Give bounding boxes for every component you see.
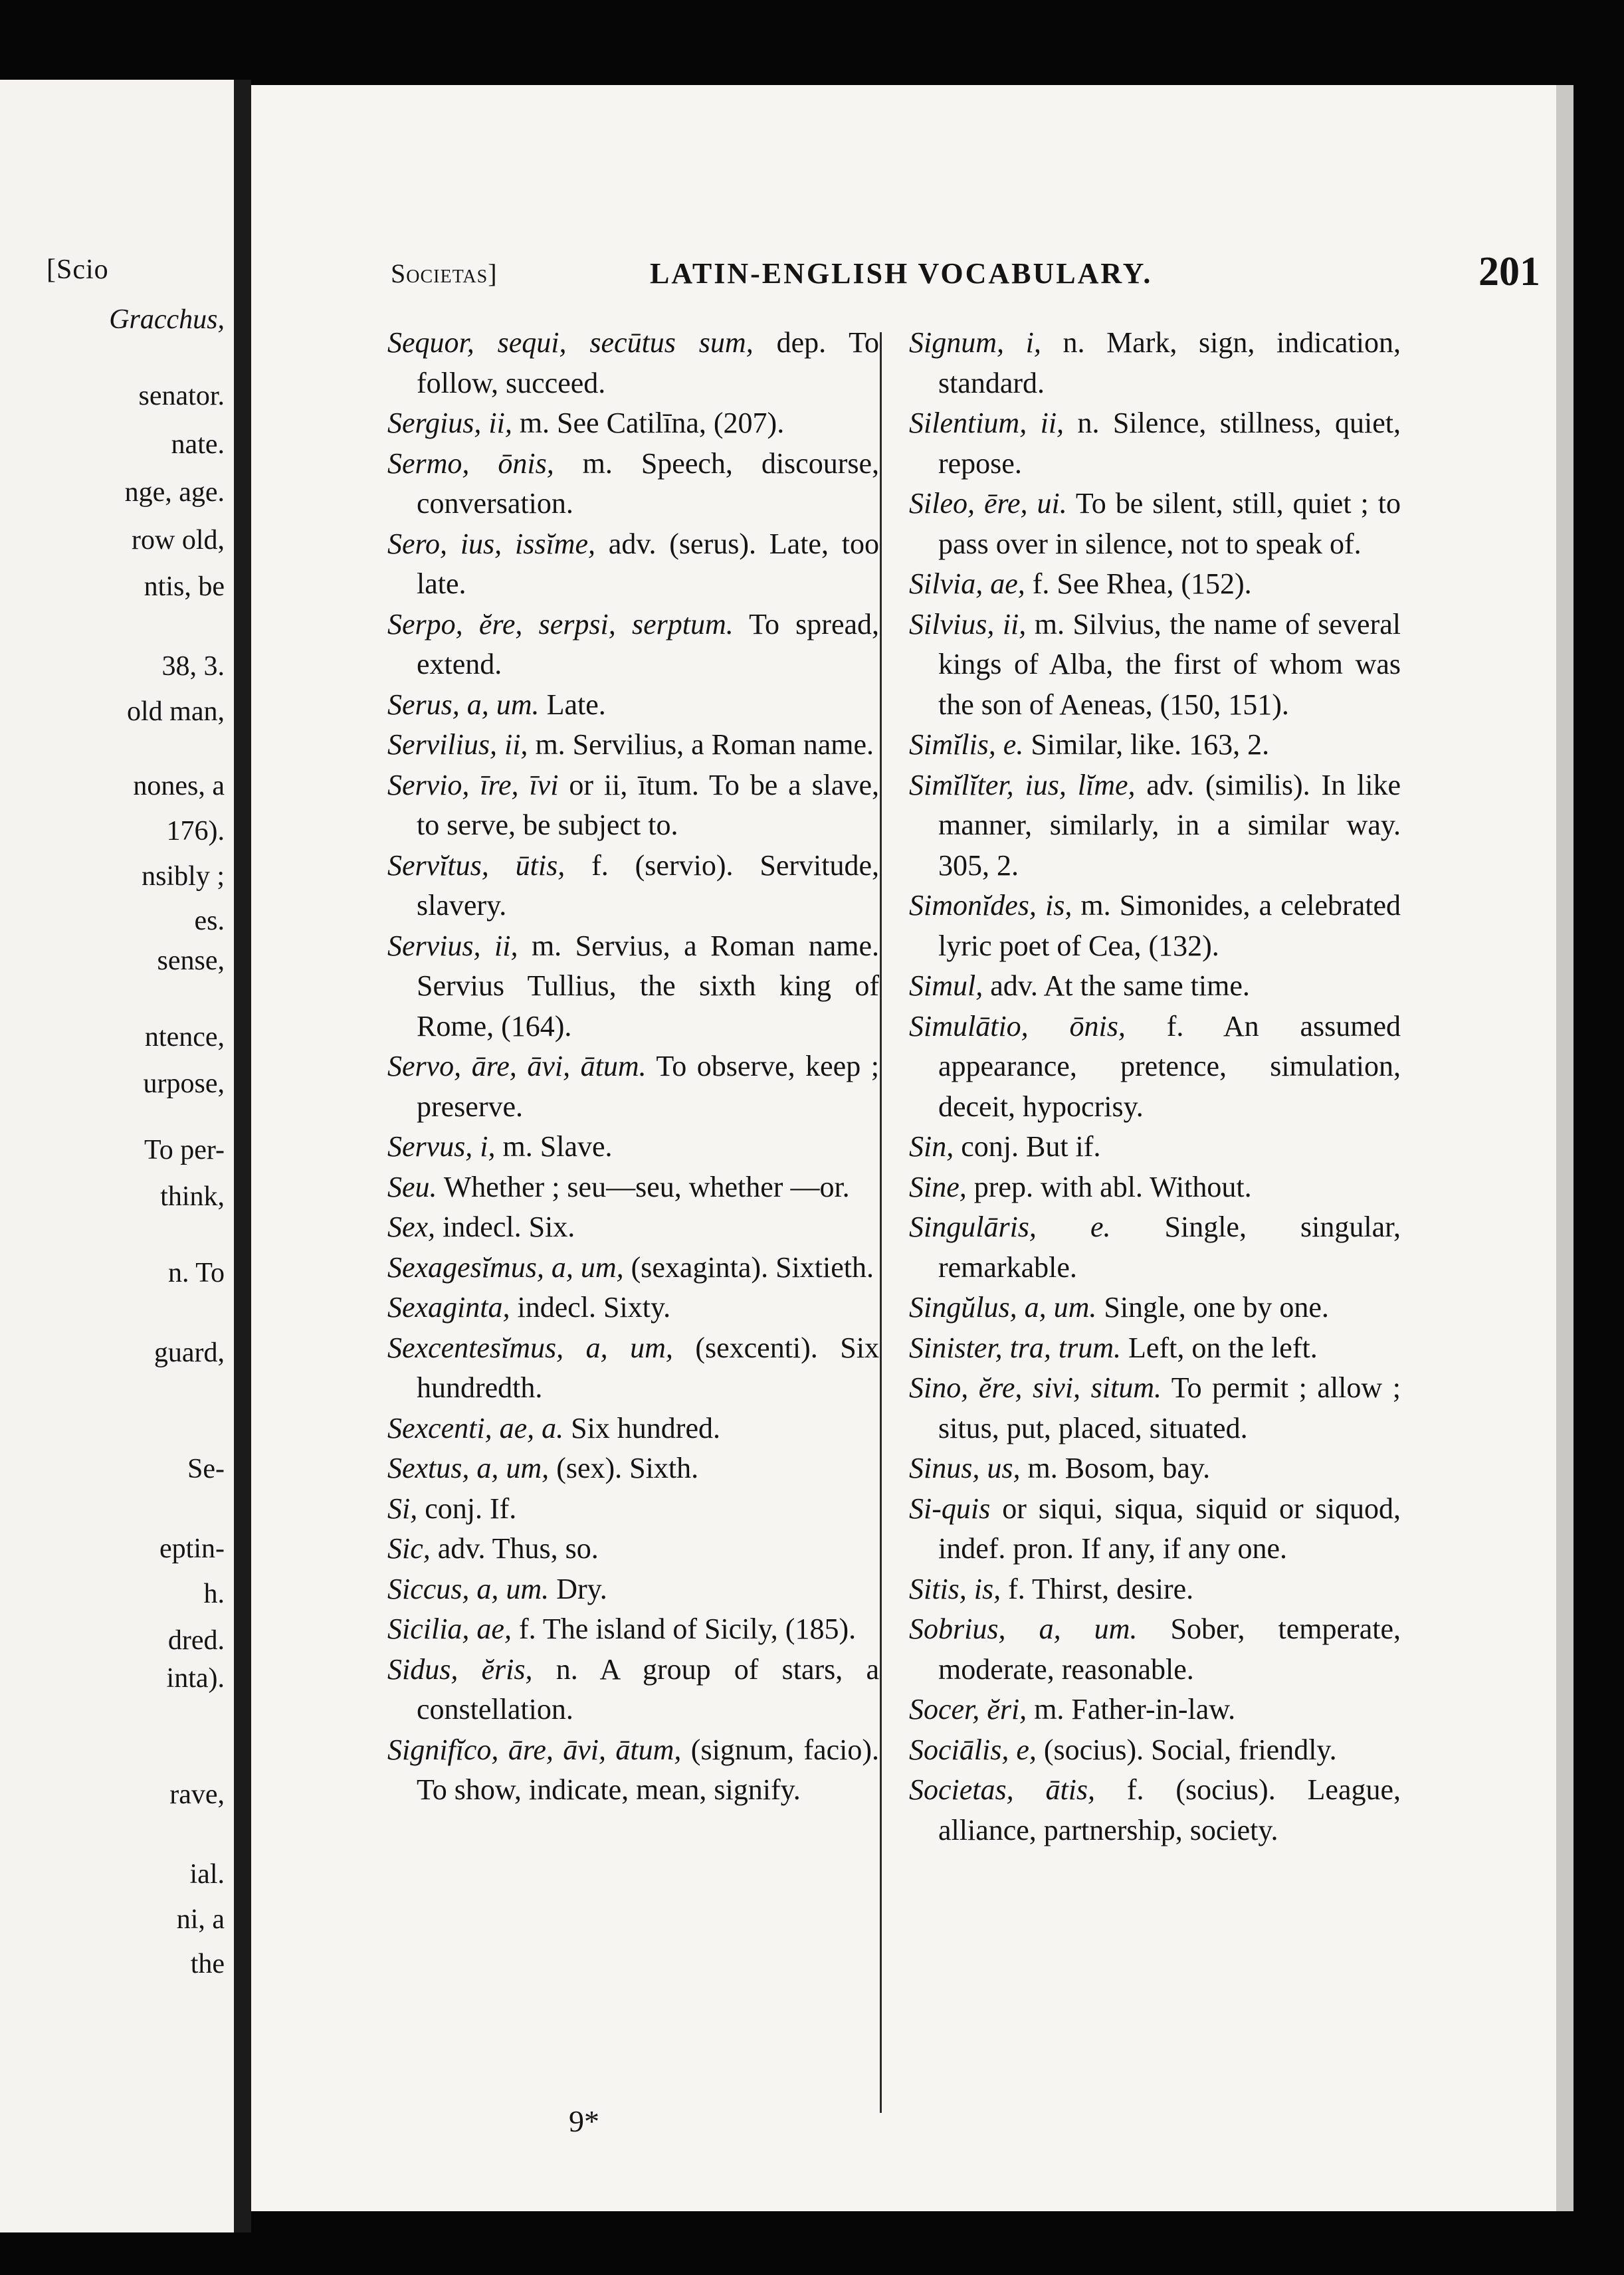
previous-page-fragment: nate. <box>171 429 225 460</box>
entry-definition: Left, on the left. <box>1121 1331 1318 1364</box>
entry-definition: dep. To follow, succeed. <box>417 326 879 399</box>
previous-page-fragment: senator. <box>138 381 225 411</box>
entry-headword: Simĭlĭter, ius, lĭme, <box>909 768 1136 801</box>
entry-headword: Serpo, ĕre, serpsi, serptum. <box>387 607 734 641</box>
previous-page-fragment: Gracchus, <box>109 304 225 335</box>
previous-page-fragment: ial. <box>189 1859 225 1890</box>
entry-definition: Late. <box>539 688 606 721</box>
dictionary-entry <box>909 403 1401 484</box>
entry-headword: Simul, <box>909 969 983 1002</box>
dictionary-entry <box>909 1609 1401 1690</box>
entry-headword: Sine, <box>909 1170 967 1203</box>
entry-headword: Sexcentesĭmus, a, um, <box>387 1331 673 1364</box>
entry-definition: prep. with abl. Without. <box>966 1170 1252 1203</box>
entry-definition: Six hundred. <box>563 1411 720 1444</box>
dictionary-entry <box>387 1609 879 1650</box>
previous-page-fragment: nge, age. <box>124 477 225 508</box>
entry-headword: Sero, ius, issĭme, <box>387 527 595 560</box>
header-title: LATIN-ENGLISH VOCABULARY. <box>650 257 1153 290</box>
dictionary-entry <box>909 1489 1401 1569</box>
dictionary-entry <box>387 1127 879 1167</box>
entry-definition: conj. If. <box>417 1492 517 1525</box>
entry-definition: To spread, extend. <box>417 607 879 680</box>
entry-headword: Servius, ii, <box>387 929 518 962</box>
dictionary-entry <box>387 444 879 524</box>
entry-headword: Silvia, ae, <box>909 567 1025 600</box>
header-guide-word: Societas] <box>391 258 498 288</box>
entry-definition: adv. Thus, so. <box>430 1532 599 1565</box>
previous-page-fragment: h. <box>203 1579 225 1609</box>
entry-definition: m. Father-in-law. <box>1027 1693 1236 1726</box>
entry-definition: m. Servilius, a Roman name. <box>528 728 874 761</box>
entry-headword: Sextus, a, um, <box>387 1452 550 1484</box>
entry-definition: indecl. Sixty. <box>510 1291 671 1324</box>
entry-headword: Sociālis, e, <box>909 1733 1037 1766</box>
running-header <box>391 248 1540 302</box>
page-gutter <box>234 80 251 2232</box>
dictionary-entry <box>387 765 879 846</box>
entry-headword: Sinister, tra, trum. <box>909 1331 1122 1364</box>
dictionary-entry <box>909 1569 1401 1610</box>
entry-definition: To observe, keep ; preserve. <box>417 1050 879 1123</box>
entry-headword: Socer, ĕri, <box>909 1693 1027 1726</box>
entry-definition: (socius). Social, friendly. <box>1036 1733 1337 1766</box>
dictionary-entry <box>387 1207 879 1248</box>
entry-definition: (signum, facio). To show, indicate, mean, signify. <box>417 1733 880 1806</box>
previous-page-fragment: To per- <box>144 1135 225 1165</box>
entry-definition: conj. But if. <box>954 1130 1101 1163</box>
dictionary-entry <box>387 1448 879 1489</box>
entry-headword: Simĭlis, e. <box>909 728 1024 761</box>
entry-headword: Serus, a, um. <box>387 688 540 721</box>
page-edge <box>1556 85 1573 2211</box>
entry-definition: or ii, ītum. To be a slave, to serve, be subject to. <box>417 768 879 841</box>
entry-headword: Simulātio, ōnis, <box>909 1009 1126 1042</box>
entry-definition: m. Speech, discourse, conversation. <box>417 446 879 520</box>
entry-definition: Similar, like. 163, 2. <box>1023 728 1270 761</box>
dictionary-entry <box>909 1328 1401 1369</box>
entry-headword: Sexagesĭmus, a, um, <box>387 1250 624 1284</box>
previous-page <box>0 80 234 2232</box>
previous-page-fragment: es. <box>194 906 225 936</box>
right-column <box>909 323 1401 1850</box>
entry-definition: or siqui, siqua, siquid or siquod, indef. pron. If any, if any one. <box>938 1492 1401 1565</box>
dictionary-entry <box>387 1328 879 1409</box>
previous-page-fragment: 176). <box>166 816 225 846</box>
entry-headword: Sermo, ōnis, <box>387 446 554 480</box>
entry-definition: adv. At the same time. <box>983 969 1250 1002</box>
entry-definition: (sexcenti). Six hundredth. <box>417 1331 879 1404</box>
dictionary-entry <box>387 1409 879 1449</box>
entry-definition: adv. (similis). In like manner, similarly, in a similar way. 305, 2. <box>938 768 1401 882</box>
entry-definition: f. See Rhea, (152). <box>1025 567 1252 600</box>
previous-page-fragment: Se- <box>187 1454 225 1484</box>
entry-headword: Sileo, ēre, ui. <box>909 487 1067 520</box>
entry-headword: Servilius, ii, <box>387 728 528 761</box>
entry-definition: Whether ; seu—seu, whether —or. <box>437 1170 850 1203</box>
entry-definition: f. (servio). Servitude, slavery. <box>417 848 879 922</box>
entry-definition: To be silent, still, quiet ; to pass over in silence, not to speak of. <box>938 487 1401 560</box>
left-column <box>387 323 879 1811</box>
entry-headword: Silentium, ii, <box>909 407 1065 439</box>
previous-page-fragment: eptin- <box>159 1533 225 1564</box>
entry-definition: f. An assumed appearance, pretence, simulation, deceit, hypocrisy. <box>938 1009 1401 1123</box>
entry-headword: Sex, <box>387 1211 436 1243</box>
entry-headword: Sobrius, a, um. <box>909 1613 1138 1645</box>
dictionary-entry <box>909 605 1401 726</box>
entry-definition: f. The island of Sicily, (185). <box>511 1613 857 1645</box>
entry-definition: adv. (serus). Late, too late. <box>417 527 879 600</box>
entry-headword: Servio, īre, īvi <box>387 768 559 801</box>
entry-definition: f. (socius). League, alliance, partnership, society. <box>938 1773 1401 1846</box>
entry-definition: (sexaginta). Sixtieth. <box>623 1250 874 1284</box>
previous-page-fragment: ntence, <box>144 1022 225 1052</box>
entry-headword: Sino, ĕre, sivi, situm. <box>909 1371 1162 1404</box>
entry-headword: Servo, āre, āvi, ātum. <box>387 1050 647 1082</box>
entry-definition: (sex). Sixth. <box>549 1452 699 1484</box>
previous-page-fragment: inta). <box>166 1663 225 1694</box>
entry-definition: f. Thirst, desire. <box>1001 1572 1194 1605</box>
dictionary-entry <box>909 1288 1401 1328</box>
entry-headword: Sexcenti, ae, a. <box>387 1411 564 1444</box>
entry-headword: Singŭlus, a, um. <box>909 1291 1097 1324</box>
column-rule <box>880 332 882 2113</box>
previous-page-fragment: dred. <box>167 1625 225 1656</box>
dictionary-entry <box>387 1569 879 1610</box>
dictionary-entry <box>909 886 1401 966</box>
dictionary-entry <box>387 1167 879 1208</box>
dictionary-entry <box>387 1529 879 1569</box>
entry-definition: m. Bosom, bay. <box>1020 1452 1211 1484</box>
entry-definition: m. Silvius, the name of several kings of Alba, the first of whom was the son of Aeneas, (150, 151). <box>938 607 1401 721</box>
entry-headword: Sequor, sequi, secūtus sum, <box>387 326 754 359</box>
dictionary-entry <box>387 725 879 765</box>
entry-headword: Si-quis <box>909 1492 991 1525</box>
dictionary-entry <box>387 1650 879 1730</box>
page-number: 201 <box>1478 249 1540 294</box>
dictionary-entry <box>909 1007 1401 1128</box>
dictionary-entry <box>387 323 879 403</box>
entry-definition: Dry. <box>549 1572 607 1605</box>
entry-definition: n. Mark, sign, indication, standard. <box>938 326 1401 399</box>
previous-page-fragment: think, <box>160 1181 225 1212</box>
entry-headword: Sic, <box>387 1532 431 1565</box>
entry-headword: Seu. <box>387 1170 437 1203</box>
entry-definition: m. Simonides, a celebrated lyric poet of Cea, (132). <box>938 889 1401 962</box>
vocabulary-page <box>251 85 1573 2211</box>
previous-page-fragment: rave, <box>169 1779 225 1810</box>
dictionary-entry <box>909 564 1401 605</box>
previous-page-fragment: 38, 3. <box>161 651 225 682</box>
entry-headword: Societas, ātis, <box>909 1773 1096 1806</box>
previous-page-fragment: sense, <box>157 945 225 976</box>
previous-page-fragment: the <box>190 1949 225 1979</box>
dictionary-entry <box>387 1730 879 1811</box>
dictionary-entry <box>909 1448 1401 1489</box>
dictionary-entry <box>909 1127 1401 1167</box>
entry-headword: Servĭtus, ūtis, <box>387 848 565 882</box>
entry-headword: Signifĭco, āre, āvi, ātum, <box>387 1733 682 1766</box>
previous-page-fragment: old man, <box>127 696 225 727</box>
dictionary-entry <box>909 1368 1401 1448</box>
entry-headword: Signum, i, <box>909 326 1041 359</box>
entry-headword: Sitis, is, <box>909 1572 1001 1605</box>
entry-definition: m. Slave. <box>495 1130 613 1163</box>
dictionary-entry <box>387 403 879 444</box>
dictionary-entry <box>387 605 879 685</box>
entry-headword: Singulāris, e. <box>909 1211 1111 1243</box>
dictionary-entry <box>909 1167 1401 1208</box>
entry-definition: Single, singular, remarkable. <box>938 1211 1401 1284</box>
entry-headword: Si, <box>387 1492 418 1525</box>
signature-mark: 9* <box>569 2104 599 2138</box>
entry-headword: Sicilia, ae, <box>387 1613 512 1645</box>
dictionary-entry <box>909 1770 1401 1850</box>
dictionary-entry <box>909 1730 1401 1771</box>
previous-page-fragment: nones, a <box>133 771 225 801</box>
entry-headword: Servus, i, <box>387 1130 496 1163</box>
dictionary-entry <box>909 484 1401 564</box>
entry-definition: Sober, temperate, moderate, reasonable. <box>938 1613 1401 1686</box>
dictionary-entry <box>909 1690 1401 1730</box>
dictionary-entry <box>909 966 1401 1007</box>
previous-page-fragment: urpose, <box>143 1068 225 1099</box>
previous-page-fragment: ni, a <box>176 1904 225 1935</box>
dictionary-entry <box>387 1489 879 1530</box>
entry-headword: Sinus, us, <box>909 1452 1021 1484</box>
entry-headword: Sergius, ii, <box>387 407 512 439</box>
dictionary-entry <box>909 323 1401 403</box>
previous-page-fragment: n. To <box>168 1258 225 1288</box>
entry-headword: Sin, <box>909 1130 954 1163</box>
previous-page-fragment: row old, <box>132 525 225 555</box>
entry-headword: Simonĭdes, is, <box>909 889 1072 922</box>
dictionary-entry <box>387 524 879 605</box>
entry-headword: Sidus, ĕris, <box>387 1652 533 1686</box>
dictionary-entry <box>387 1248 879 1288</box>
dictionary-entry <box>387 926 879 1047</box>
dictionary-entry <box>387 1288 879 1328</box>
entry-headword: Silvius, ii, <box>909 607 1027 641</box>
dictionary-entry <box>387 1046 879 1127</box>
previous-page-fragment: nsibly ; <box>142 861 225 892</box>
entry-headword: Sexaginta, <box>387 1291 510 1324</box>
previous-page-fragment: guard, <box>153 1337 225 1368</box>
dictionary-entry <box>909 725 1401 765</box>
entry-headword: Siccus, a, um. <box>387 1572 550 1605</box>
previous-page-running-head: [Scio <box>47 254 109 285</box>
previous-page-fragment: ntis, be <box>144 571 225 602</box>
entry-definition: m. Servius, a Roman name. Servius Tullius, the sixth king of Rome, (164). <box>417 929 880 1042</box>
entry-definition: n. Silence, stillness, quiet, repose. <box>938 407 1401 480</box>
dictionary-entry <box>909 765 1401 886</box>
dictionary-entry <box>387 846 879 926</box>
dictionary-entry <box>909 1207 1401 1288</box>
entry-definition: m. See Catilīna, (207). <box>512 407 785 439</box>
entry-definition: indecl. Six. <box>435 1211 575 1243</box>
entry-definition: To permit ; allow ; situs, put, placed, situated. <box>938 1371 1401 1444</box>
entry-definition: n. A group of stars, a constellation. <box>417 1652 879 1726</box>
entry-definition: Single, one by one. <box>1096 1291 1329 1324</box>
dictionary-entry <box>387 685 879 726</box>
